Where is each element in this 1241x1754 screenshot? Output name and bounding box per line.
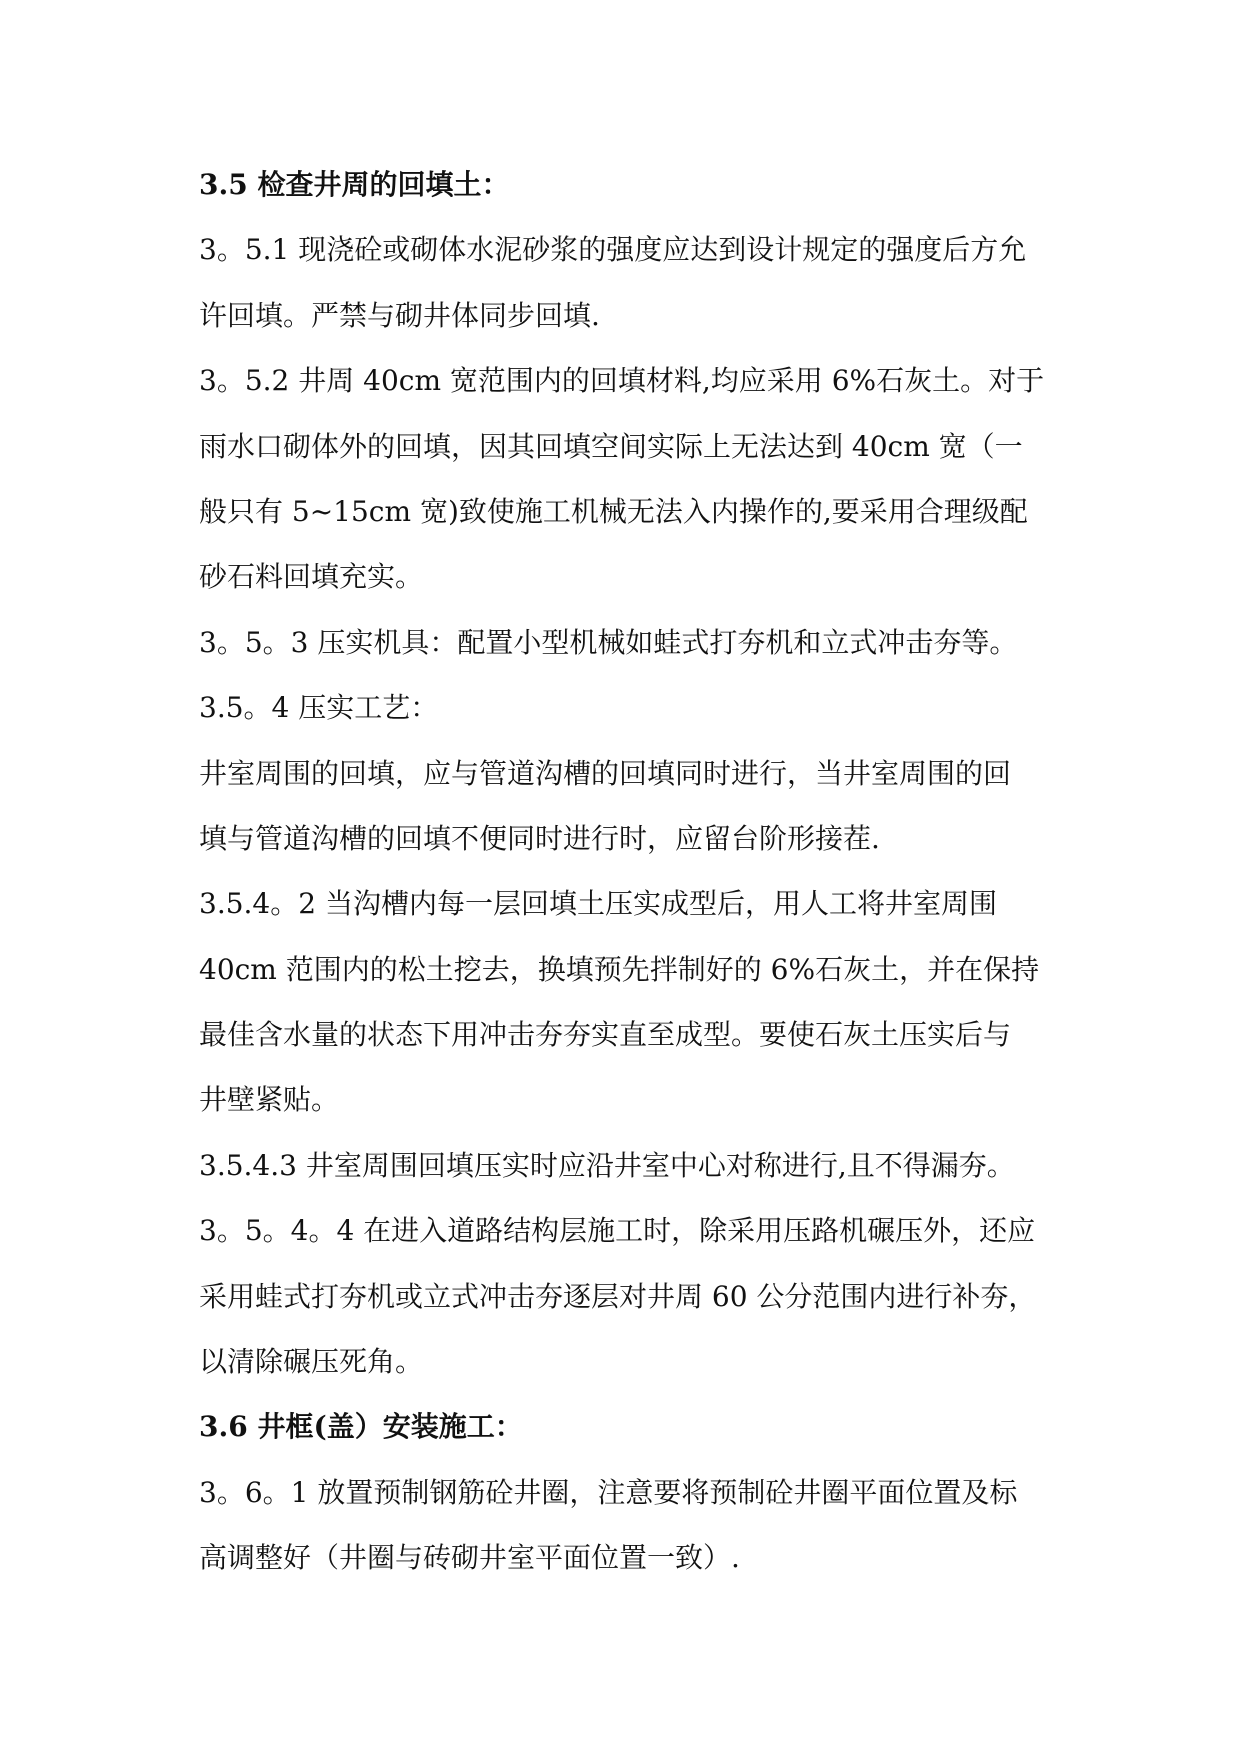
paragraph-line: 许回填。严禁与砌井体同步回填. <box>199 298 600 332</box>
paragraph-line: 3.5.4。2 当沟槽内每一层回填土压实成型后，用人工将井室周围 <box>199 887 997 921</box>
paragraph-line: 高调整好（井圈与砖砌井室平面位置一致）. <box>199 1541 740 1575</box>
paragraph-line: 填与管道沟槽的回填不便同时进行时，应留台阶形接茬. <box>199 821 880 855</box>
paragraph-line: 井壁紧贴。 <box>199 1083 340 1117</box>
document-body <box>199 152 1061 1591</box>
paragraph-line: 3。5。3 压实机具：配置小型机械如蛙式打夯机和立式冲击夯等。 <box>199 625 1018 659</box>
paragraph-line: 井室周围的回填，应与管道沟槽的回填同时进行，当井室周围的回 <box>199 756 1012 790</box>
section-heading-3-6: 3.6 井框(盖）安装施工： <box>199 1410 523 1444</box>
paragraph-line: 般只有 5~15cm 宽)致使施工机械无法入内操作的,要采用合理级配 <box>199 494 1028 528</box>
paragraph-line: 采用蛙式打夯机或立式冲击夯逐层对井周 60 公分范围内进行补夯， <box>199 1279 1037 1313</box>
paragraph-line: 最佳含水量的状态下用冲击夯夯实直至成型。要使石灰土压实后与 <box>199 1018 1012 1052</box>
paragraph-line: 40cm 范围内的松土挖去，换填预先拌制好的 6%石灰土，并在保持 <box>199 952 1040 986</box>
paragraph-line: 砂石料回填充实。 <box>199 560 424 594</box>
paragraph-line: 3.5.4.3 井室周围回填压实时应沿井室中心对称进行,且不得漏夯。 <box>199 1148 1015 1182</box>
paragraph-line: 3。5。4。4 在进入道路结构层施工时，除采用压路机碾压外，还应 <box>199 1214 1036 1248</box>
paragraph-line: 以清除碾压死角。 <box>199 1345 424 1379</box>
paragraph-line: 雨水口砌体外的回填，因其回填空间实际上无法达到 40cm 宽（一 <box>199 429 1023 463</box>
section-heading-3-5: 3.5 检查井周的回填土： <box>199 168 510 201</box>
paragraph-line: 3。6。1 放置预制钢筋砼井圈，注意要将预制砼井圈平面位置及标 <box>199 1475 1018 1509</box>
paragraph-line: 3。5.2 井周 40cm 宽范围内的回填材料,均应采用 6%石灰土。对于 <box>199 364 1045 398</box>
paragraph-line: 3.5。4 压实工艺： <box>199 691 439 725</box>
paragraph-line: 3。5.1 现浇砼或砌体水泥砂浆的强度应达到设计规定的强度后方允 <box>199 233 1027 267</box>
